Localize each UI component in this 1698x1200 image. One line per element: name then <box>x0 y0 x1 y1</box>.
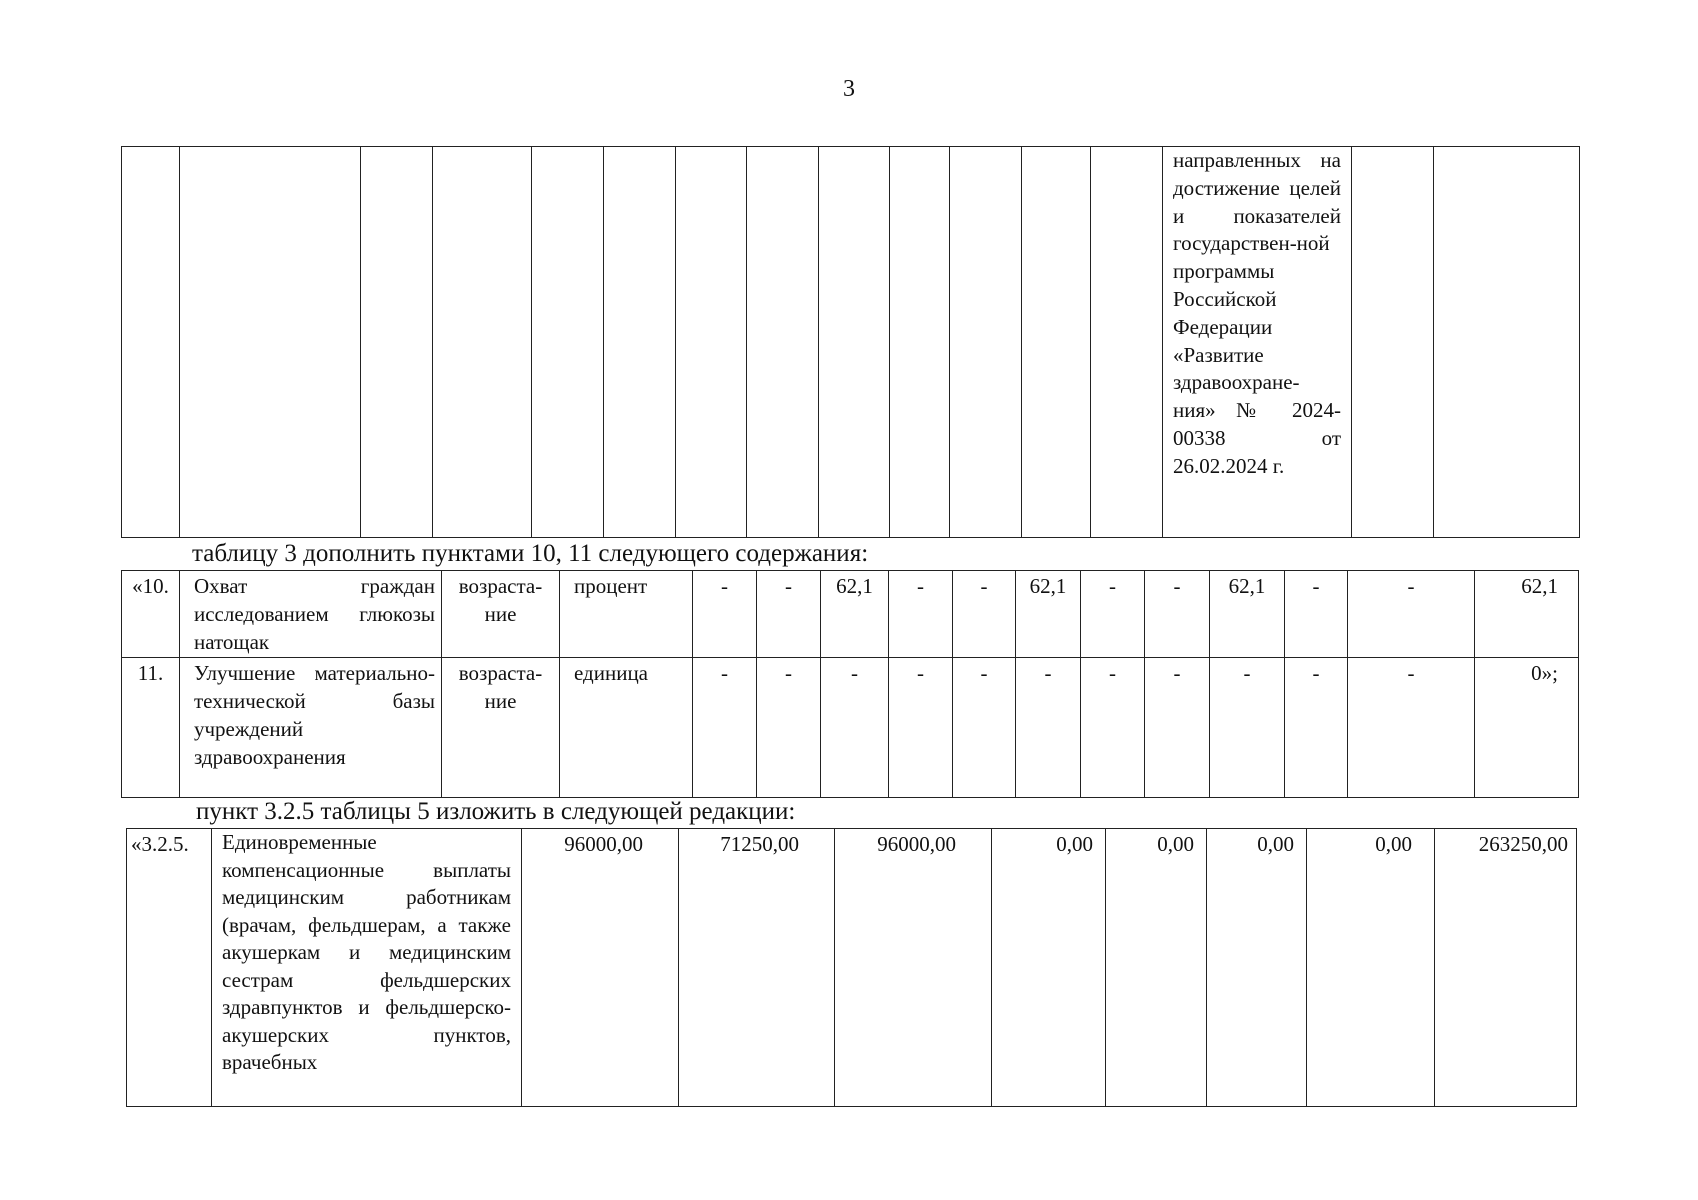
row-number: 11. <box>122 658 180 798</box>
empty-cell <box>1091 147 1163 538</box>
amount-cell: 71250,00 <box>679 829 835 1107</box>
value-cell: - <box>889 571 953 658</box>
value-cell: - <box>1145 658 1210 798</box>
final-value-cell: 62,1 <box>1475 571 1579 658</box>
empty-cell <box>819 147 890 538</box>
measure-name: Единовременные компенсационные выплаты медицинским работникам (врачам, фельдшерам, а также акушеркам и медицинским сестрам фельдшерских здравпунктов и фельдшерско-акушерских пунктов, врачебных <box>212 829 522 1107</box>
table5-replacement <box>126 828 1577 1107</box>
value-cell: - <box>1145 571 1210 658</box>
empty-cell <box>890 147 950 538</box>
value-cell: - <box>1285 658 1348 798</box>
row-number: «3.2.5. <box>127 829 212 1107</box>
trend-cell: возраста-ние <box>442 658 560 798</box>
total-amount-cell: 263250,00 <box>1435 829 1577 1107</box>
table-row <box>122 658 1579 798</box>
amount-cell: 0,00 <box>1307 829 1435 1107</box>
unit-cell: процент <box>560 571 693 658</box>
amount-cell: 0,00 <box>992 829 1106 1107</box>
value-cell: - <box>757 571 821 658</box>
amount-cell: 0,00 <box>1106 829 1207 1107</box>
value-cell: - <box>821 658 889 798</box>
empty-cell <box>1434 147 1580 538</box>
value-cell: 62,1 <box>1016 571 1081 658</box>
empty-cell <box>180 147 361 538</box>
empty-cell <box>433 147 532 538</box>
table3-caption: таблицу 3 дополнить пунктами 10, 11 следующего содержания: <box>192 540 869 567</box>
empty-cell <box>1352 147 1434 538</box>
amount-cell: 96000,00 <box>835 829 992 1107</box>
amount-cell: 96000,00 <box>522 829 679 1107</box>
value-cell: - <box>757 658 821 798</box>
empty-cell <box>950 147 1022 538</box>
table5-caption: пункт 3.2.5 таблицы 5 изложить в следующей редакции: <box>196 798 796 825</box>
empty-cell <box>532 147 604 538</box>
value-cell: - <box>1348 571 1475 658</box>
empty-cell <box>1022 147 1091 538</box>
empty-cell <box>747 147 819 538</box>
empty-cell <box>361 147 433 538</box>
value-cell: - <box>953 571 1016 658</box>
empty-cell <box>122 147 180 538</box>
value-cell: - <box>889 658 953 798</box>
value-cell: 62,1 <box>1210 571 1285 658</box>
page-number: 3 <box>843 76 855 102</box>
value-cell: - <box>1016 658 1081 798</box>
unit-cell: единица <box>560 658 693 798</box>
value-cell: - <box>1348 658 1475 798</box>
final-value-cell: 0»; <box>1475 658 1579 798</box>
value-cell: - <box>1081 571 1145 658</box>
table3-additions <box>121 570 1579 798</box>
value-cell: - <box>1285 571 1348 658</box>
indicator-name: Охват граждан исследованием глюкозы натощак <box>180 571 442 658</box>
indicator-name: Улучшение материально-технической базы учреждений здравоохранения <box>180 658 442 798</box>
table-row <box>127 829 1577 1107</box>
value-cell: - <box>1210 658 1285 798</box>
row-number: «10. <box>122 571 180 658</box>
value-cell: - <box>953 658 1016 798</box>
value-cell: - <box>1081 658 1145 798</box>
value-cell: - <box>693 571 757 658</box>
table-row <box>122 571 1579 658</box>
empty-cell <box>676 147 747 538</box>
continuation-table <box>121 146 1580 538</box>
program-reference-cell: направленных на достижение целей и показателей государствен-ной программы Российской Федерации «Развитие здравоохране-ния» № 2024-00338 от 26.02.2024 г. <box>1163 147 1352 538</box>
value-cell: 62,1 <box>821 571 889 658</box>
value-cell: - <box>693 658 757 798</box>
amount-cell: 0,00 <box>1207 829 1307 1107</box>
trend-cell: возраста-ние <box>442 571 560 658</box>
empty-cell <box>604 147 676 538</box>
